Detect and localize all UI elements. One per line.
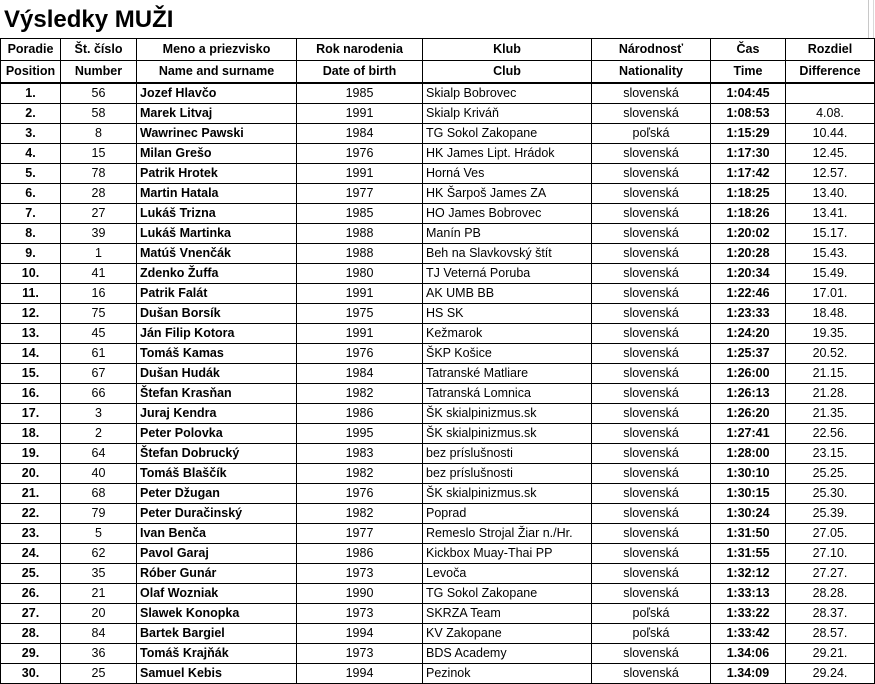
position-cell: 19.: [1, 444, 61, 464]
nationality-cell: slovenská: [592, 364, 711, 384]
club-cell: ŠKP Košice: [423, 344, 592, 364]
position-cell: 23.: [1, 524, 61, 544]
club-cell: HK Šarpoš James ZA: [423, 184, 592, 204]
nationality-cell: slovenská: [592, 424, 711, 444]
table-row: [1, 504, 875, 524]
position-cell: 21.: [1, 484, 61, 504]
position-cell: 15.: [1, 364, 61, 384]
header-time-sk: Čas: [711, 39, 786, 61]
birth-year-cell: 1976: [297, 144, 423, 164]
birth-year-cell: 1991: [297, 284, 423, 304]
nationality-cell: slovenská: [592, 204, 711, 224]
nationality-cell: slovenská: [592, 384, 711, 404]
time-cell: 1:20:28: [711, 244, 786, 264]
nationality-cell: slovenská: [592, 464, 711, 484]
number-cell: 67: [61, 364, 137, 384]
birth-year-cell: 1986: [297, 404, 423, 424]
table-row: [1, 464, 875, 484]
position-cell: 17.: [1, 404, 61, 424]
time-cell: 1:31:55: [711, 544, 786, 564]
nationality-cell: slovenská: [592, 524, 711, 544]
nationality-cell: slovenská: [592, 404, 711, 424]
header-birth-year-en: Date of birth: [297, 61, 423, 84]
position-cell: 24.: [1, 544, 61, 564]
table-row: [1, 244, 875, 264]
header-name-sk: Meno a priezvisko: [137, 39, 297, 61]
difference-cell: 15.17.: [786, 224, 875, 244]
time-cell: 1:24:20: [711, 324, 786, 344]
number-cell: 20: [61, 604, 137, 624]
name-cell: Milan Grešo: [137, 144, 297, 164]
difference-cell: 21.15.: [786, 364, 875, 384]
time-cell: 1:28:00: [711, 444, 786, 464]
results-table: [0, 38, 875, 684]
nationality-cell: poľská: [592, 624, 711, 644]
time-cell: 1:33:42: [711, 624, 786, 644]
name-cell: Martin Hatala: [137, 184, 297, 204]
time-cell: 1:26:20: [711, 404, 786, 424]
time-cell: 1:26:00: [711, 364, 786, 384]
difference-cell: 15.43.: [786, 244, 875, 264]
difference-cell: 12.45.: [786, 144, 875, 164]
nationality-cell: slovenská: [592, 324, 711, 344]
name-cell: Pavol Garaj: [137, 544, 297, 564]
position-cell: 4.: [1, 144, 61, 164]
header-nationality-sk: Národnosť: [592, 39, 711, 61]
table-row: [1, 83, 875, 104]
table-row: [1, 144, 875, 164]
header-row-en: [1, 61, 875, 84]
position-cell: 11.: [1, 284, 61, 304]
nationality-cell: slovenská: [592, 584, 711, 604]
header-number-sk: Št. číslo: [61, 39, 137, 61]
position-cell: 13.: [1, 324, 61, 344]
position-cell: 14.: [1, 344, 61, 364]
birth-year-cell: 1976: [297, 344, 423, 364]
time-cell: 1:30:15: [711, 484, 786, 504]
nationality-cell: slovenská: [592, 224, 711, 244]
club-cell: TG Sokol Zakopane: [423, 584, 592, 604]
club-cell: HS SK: [423, 304, 592, 324]
table-row: [1, 424, 875, 444]
difference-cell: 29.21.: [786, 644, 875, 664]
name-cell: Štefan Krasňan: [137, 384, 297, 404]
name-cell: Tomáš Krajňák: [137, 644, 297, 664]
header-time-en: Time: [711, 61, 786, 84]
time-cell: 1:23:33: [711, 304, 786, 324]
nationality-cell: slovenská: [592, 244, 711, 264]
header-nationality-en: Nationality: [592, 61, 711, 84]
birth-year-cell: 1983: [297, 444, 423, 464]
name-cell: Patrik Falát: [137, 284, 297, 304]
table-row: [1, 664, 875, 684]
position-cell: 6.: [1, 184, 61, 204]
birth-year-cell: 1984: [297, 124, 423, 144]
position-cell: 27.: [1, 604, 61, 624]
time-cell: 1:17:30: [711, 144, 786, 164]
table-row: [1, 284, 875, 304]
difference-cell: 25.39.: [786, 504, 875, 524]
table-row: [1, 584, 875, 604]
difference-cell: 23.15.: [786, 444, 875, 464]
table-header: [1, 39, 875, 84]
time-cell: 1:27:41: [711, 424, 786, 444]
difference-cell: 29.24.: [786, 664, 875, 684]
table-row: [1, 544, 875, 564]
birth-year-cell: 1985: [297, 204, 423, 224]
number-cell: 21: [61, 584, 137, 604]
difference-cell: 13.41.: [786, 204, 875, 224]
time-cell: 1:33:22: [711, 604, 786, 624]
birth-year-cell: 1991: [297, 324, 423, 344]
time-cell: 1:18:26: [711, 204, 786, 224]
club-cell: bez príslušnosti: [423, 464, 592, 484]
name-cell: Wawrinec Pawski: [137, 124, 297, 144]
time-cell: 1:30:24: [711, 504, 786, 524]
number-cell: 39: [61, 224, 137, 244]
club-cell: ŠK skialpinizmus.sk: [423, 484, 592, 504]
club-cell: bez príslušnosti: [423, 444, 592, 464]
time-cell: 1:32:12: [711, 564, 786, 584]
nationality-cell: slovenská: [592, 444, 711, 464]
table-row: [1, 304, 875, 324]
header-club-sk: Klub: [423, 39, 592, 61]
table-row: [1, 184, 875, 204]
position-cell: 18.: [1, 424, 61, 444]
number-cell: 3: [61, 404, 137, 424]
club-cell: KV Zakopane: [423, 624, 592, 644]
club-cell: ŠK skialpinizmus.sk: [423, 404, 592, 424]
nationality-cell: slovenská: [592, 564, 711, 584]
birth-year-cell: 1982: [297, 384, 423, 404]
name-cell: Dušan Borsík: [137, 304, 297, 324]
birth-year-cell: 1984: [297, 364, 423, 384]
number-cell: 45: [61, 324, 137, 344]
birth-year-cell: 1977: [297, 184, 423, 204]
difference-cell: 19.35.: [786, 324, 875, 344]
club-cell: ŠK skialpinizmus.sk: [423, 424, 592, 444]
table-row: [1, 324, 875, 344]
birth-year-cell: 1988: [297, 244, 423, 264]
table-row: [1, 104, 875, 124]
position-cell: 28.: [1, 624, 61, 644]
position-cell: 5.: [1, 164, 61, 184]
name-cell: Matúš Vnenčák: [137, 244, 297, 264]
club-cell: Kickbox Muay-Thai PP: [423, 544, 592, 564]
time-cell: 1:26:13: [711, 384, 786, 404]
nationality-cell: slovenská: [592, 644, 711, 664]
birth-year-cell: 1980: [297, 264, 423, 284]
birth-year-cell: 1982: [297, 464, 423, 484]
position-cell: 7.: [1, 204, 61, 224]
name-cell: Zdenko Žuffa: [137, 264, 297, 284]
number-cell: 16: [61, 284, 137, 304]
birth-year-cell: 1973: [297, 604, 423, 624]
number-cell: 75: [61, 304, 137, 324]
name-cell: Jozef Hlavčo: [137, 83, 297, 104]
club-cell: HO James Bobrovec: [423, 204, 592, 224]
position-cell: 1.: [1, 83, 61, 104]
difference-cell: 28.57.: [786, 624, 875, 644]
name-cell: Ivan Benča: [137, 524, 297, 544]
number-cell: 58: [61, 104, 137, 124]
nationality-cell: slovenská: [592, 664, 711, 684]
difference-cell: 27.05.: [786, 524, 875, 544]
difference-cell: 4.08.: [786, 104, 875, 124]
time-cell: 1:04:45: [711, 83, 786, 104]
number-cell: 2: [61, 424, 137, 444]
table-row: [1, 484, 875, 504]
name-cell: Samuel Kebis: [137, 664, 297, 684]
birth-year-cell: 1975: [297, 304, 423, 324]
difference-cell: 28.28.: [786, 584, 875, 604]
difference-cell: 21.35.: [786, 404, 875, 424]
nationality-cell: slovenská: [592, 544, 711, 564]
number-cell: 25: [61, 664, 137, 684]
birth-year-cell: 1986: [297, 544, 423, 564]
number-cell: 28: [61, 184, 137, 204]
number-cell: 8: [61, 124, 137, 144]
position-cell: 12.: [1, 304, 61, 324]
time-cell: 1:31:50: [711, 524, 786, 544]
header-position-en: Position: [1, 61, 61, 84]
header-number-en: Number: [61, 61, 137, 84]
nationality-cell: slovenská: [592, 484, 711, 504]
header-birth-year-sk: Rok narodenia: [297, 39, 423, 61]
club-cell: Tatranská Lomnica: [423, 384, 592, 404]
name-cell: Lukáš Trizna: [137, 204, 297, 224]
name-cell: Peter Duračinský: [137, 504, 297, 524]
club-cell: Levoča: [423, 564, 592, 584]
table-row: [1, 384, 875, 404]
number-cell: 15: [61, 144, 137, 164]
position-cell: 8.: [1, 224, 61, 244]
table-row: [1, 444, 875, 464]
club-cell: Pezinok: [423, 664, 592, 684]
difference-cell: 10.44.: [786, 124, 875, 144]
birth-year-cell: 1985: [297, 83, 423, 104]
name-cell: Tomáš Kamas: [137, 344, 297, 364]
position-cell: 30.: [1, 664, 61, 684]
nationality-cell: slovenská: [592, 184, 711, 204]
club-cell: Remeslo Strojal Žiar n./Hr.: [423, 524, 592, 544]
birth-year-cell: 1995: [297, 424, 423, 444]
time-cell: 1:17:42: [711, 164, 786, 184]
difference-cell: 25.30.: [786, 484, 875, 504]
difference-cell: [786, 83, 875, 104]
nationality-cell: slovenská: [592, 83, 711, 104]
name-cell: Tomáš Blaščík: [137, 464, 297, 484]
club-cell: Beh na Slavkovský štít: [423, 244, 592, 264]
birth-year-cell: 1994: [297, 664, 423, 684]
number-cell: 5: [61, 524, 137, 544]
table-row: [1, 564, 875, 584]
birth-year-cell: 1982: [297, 504, 423, 524]
difference-cell: 20.52.: [786, 344, 875, 364]
table-row: [1, 124, 875, 144]
birth-year-cell: 1988: [297, 224, 423, 244]
difference-cell: 27.27.: [786, 564, 875, 584]
header-position-sk: Poradie: [1, 39, 61, 61]
header-difference-sk: Rozdiel: [786, 39, 875, 61]
time-cell: 1:20:02: [711, 224, 786, 244]
birth-year-cell: 1977: [297, 524, 423, 544]
nationality-cell: poľská: [592, 604, 711, 624]
position-cell: 22.: [1, 504, 61, 524]
header-name-en: Name and surname: [137, 61, 297, 84]
nationality-cell: slovenská: [592, 264, 711, 284]
table-row: [1, 204, 875, 224]
club-cell: BDS Academy: [423, 644, 592, 664]
number-cell: 40: [61, 464, 137, 484]
position-cell: 3.: [1, 124, 61, 144]
name-cell: Róber Gunár: [137, 564, 297, 584]
table-row: [1, 624, 875, 644]
nationality-cell: slovenská: [592, 344, 711, 364]
club-cell: Horná Ves: [423, 164, 592, 184]
difference-cell: 28.37.: [786, 604, 875, 624]
club-cell: HK James Lipt. Hrádok: [423, 144, 592, 164]
number-cell: 79: [61, 504, 137, 524]
time-cell: 1:33:13: [711, 584, 786, 604]
time-cell: 1:18:25: [711, 184, 786, 204]
number-cell: 1: [61, 244, 137, 264]
position-cell: 2.: [1, 104, 61, 124]
table-row: [1, 224, 875, 244]
table-row: [1, 364, 875, 384]
time-cell: 1:30:10: [711, 464, 786, 484]
table-row: [1, 264, 875, 284]
nationality-cell: slovenská: [592, 304, 711, 324]
number-cell: 64: [61, 444, 137, 464]
time-cell: 1:25:37: [711, 344, 786, 364]
birth-year-cell: 1973: [297, 644, 423, 664]
club-cell: SKRZA Team: [423, 604, 592, 624]
position-cell: 10.: [1, 264, 61, 284]
time-cell: 1:20:34: [711, 264, 786, 284]
name-cell: Peter Polovka: [137, 424, 297, 444]
time-cell: 1:15:29: [711, 124, 786, 144]
club-cell: AK UMB BB: [423, 284, 592, 304]
time-cell: 1.34:06: [711, 644, 786, 664]
birth-year-cell: 1976: [297, 484, 423, 504]
difference-cell: 17.01.: [786, 284, 875, 304]
header-club-en: Club: [423, 61, 592, 84]
name-cell: Marek Litvaj: [137, 104, 297, 124]
number-cell: 41: [61, 264, 137, 284]
position-cell: 25.: [1, 564, 61, 584]
table-row: [1, 604, 875, 624]
club-cell: TG Sokol Zakopane: [423, 124, 592, 144]
time-cell: 1.34:09: [711, 664, 786, 684]
club-cell: TJ Veterná Poruba: [423, 264, 592, 284]
number-cell: 61: [61, 344, 137, 364]
number-cell: 56: [61, 83, 137, 104]
name-cell: Lukáš Martinka: [137, 224, 297, 244]
number-cell: 78: [61, 164, 137, 184]
nationality-cell: slovenská: [592, 164, 711, 184]
difference-cell: 22.56.: [786, 424, 875, 444]
table-row: [1, 164, 875, 184]
name-cell: Štefan Dobrucký: [137, 444, 297, 464]
number-cell: 27: [61, 204, 137, 224]
time-cell: 1:08:53: [711, 104, 786, 124]
club-cell: Manín PB: [423, 224, 592, 244]
page-title: Výsledky MUŽI: [4, 6, 174, 33]
number-cell: 68: [61, 484, 137, 504]
nationality-cell: poľská: [592, 124, 711, 144]
position-cell: 16.: [1, 384, 61, 404]
header-difference-en: Difference: [786, 61, 875, 84]
table-row: [1, 344, 875, 364]
club-cell: Kežmarok: [423, 324, 592, 344]
time-cell: 1:22:46: [711, 284, 786, 304]
table-row: [1, 644, 875, 664]
difference-cell: 12.57.: [786, 164, 875, 184]
club-cell: Tatranské Matliare: [423, 364, 592, 384]
number-cell: 35: [61, 564, 137, 584]
nationality-cell: slovenská: [592, 104, 711, 124]
name-cell: Ján Filip Kotora: [137, 324, 297, 344]
difference-cell: 27.10.: [786, 544, 875, 564]
header-row-sk: [1, 39, 875, 61]
nationality-cell: slovenská: [592, 504, 711, 524]
number-cell: 62: [61, 544, 137, 564]
table-body: [1, 83, 875, 684]
name-cell: Juraj Kendra: [137, 404, 297, 424]
nationality-cell: slovenská: [592, 144, 711, 164]
birth-year-cell: 1994: [297, 624, 423, 644]
difference-cell: 13.40.: [786, 184, 875, 204]
name-cell: Patrik Hrotek: [137, 164, 297, 184]
club-cell: Skialp Kriváň: [423, 104, 592, 124]
number-cell: 84: [61, 624, 137, 644]
table-row: [1, 404, 875, 424]
name-cell: Peter Džugan: [137, 484, 297, 504]
difference-cell: 25.25.: [786, 464, 875, 484]
birth-year-cell: 1991: [297, 104, 423, 124]
difference-cell: 21.28.: [786, 384, 875, 404]
birth-year-cell: 1990: [297, 584, 423, 604]
position-cell: 9.: [1, 244, 61, 264]
nationality-cell: slovenská: [592, 284, 711, 304]
name-cell: Dušan Hudák: [137, 364, 297, 384]
birth-year-cell: 1973: [297, 564, 423, 584]
number-cell: 36: [61, 644, 137, 664]
club-cell: Poprad: [423, 504, 592, 524]
name-cell: Slawek Konopka: [137, 604, 297, 624]
number-cell: 66: [61, 384, 137, 404]
difference-cell: 18.48.: [786, 304, 875, 324]
position-cell: 20.: [1, 464, 61, 484]
position-cell: 26.: [1, 584, 61, 604]
difference-cell: 15.49.: [786, 264, 875, 284]
position-cell: 29.: [1, 644, 61, 664]
name-cell: Olaf Wozniak: [137, 584, 297, 604]
birth-year-cell: 1991: [297, 164, 423, 184]
table-row: [1, 524, 875, 544]
name-cell: Bartek Bargiel: [137, 624, 297, 644]
club-cell: Skialp Bobrovec: [423, 83, 592, 104]
